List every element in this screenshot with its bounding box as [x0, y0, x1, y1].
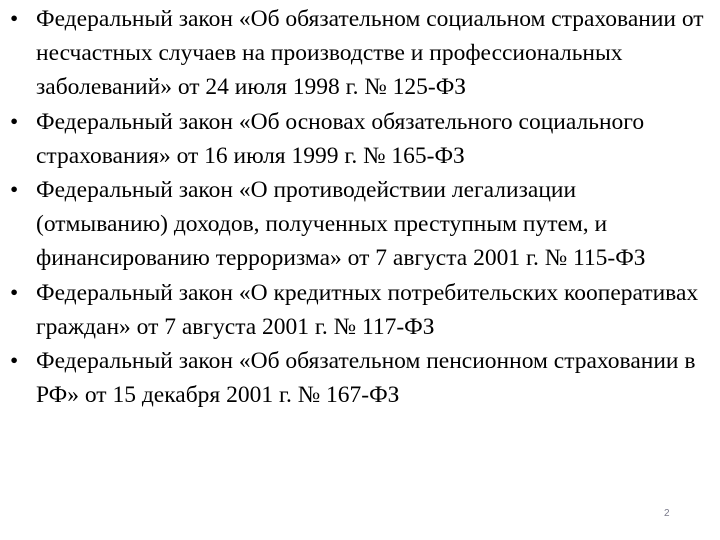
list-item: [10, 173, 710, 276]
list-item-text: Федеральный закон «Об обязательном пенсионном страховании в РФ» от 15 декабря 2001 г. № 167-ФЗ: [36, 348, 696, 409]
page-number: 2: [664, 508, 670, 519]
bullet-icon: •: [10, 348, 19, 375]
bullet-icon: •: [10, 279, 19, 306]
list-item-text: Федеральный закон «Об основах обязательного социального страхования» от 16 июля 1999 г. № 165-ФЗ: [36, 108, 645, 169]
bullet-icon: •: [10, 6, 19, 32]
list-item: [10, 344, 710, 412]
list-item-text: Федеральный закон «О противодействии легализации (отмыванию) доходов, полученных преступным путем, и финансированию терроризма» от 7 августа 2001 г. № 115-ФЗ: [36, 177, 646, 272]
list-item-text: Федеральный закон «Об обязательном социальном страховании от несчастных случаев на производстве и профессиональных заболеваний» от 24 июля 1998 г. № 125-ФЗ: [36, 6, 704, 101]
list-item-text: Федеральный закон «О кредитных потребительских кооперативах граждан» от 7 августа 2001 г. № 117-ФЗ: [36, 279, 699, 340]
list-item: [10, 2, 710, 105]
bullet-icon: •: [10, 108, 19, 135]
list-item: [10, 276, 710, 344]
bullet-icon: •: [10, 177, 19, 204]
list-item: [10, 105, 710, 173]
law-list: [10, 2, 710, 412]
